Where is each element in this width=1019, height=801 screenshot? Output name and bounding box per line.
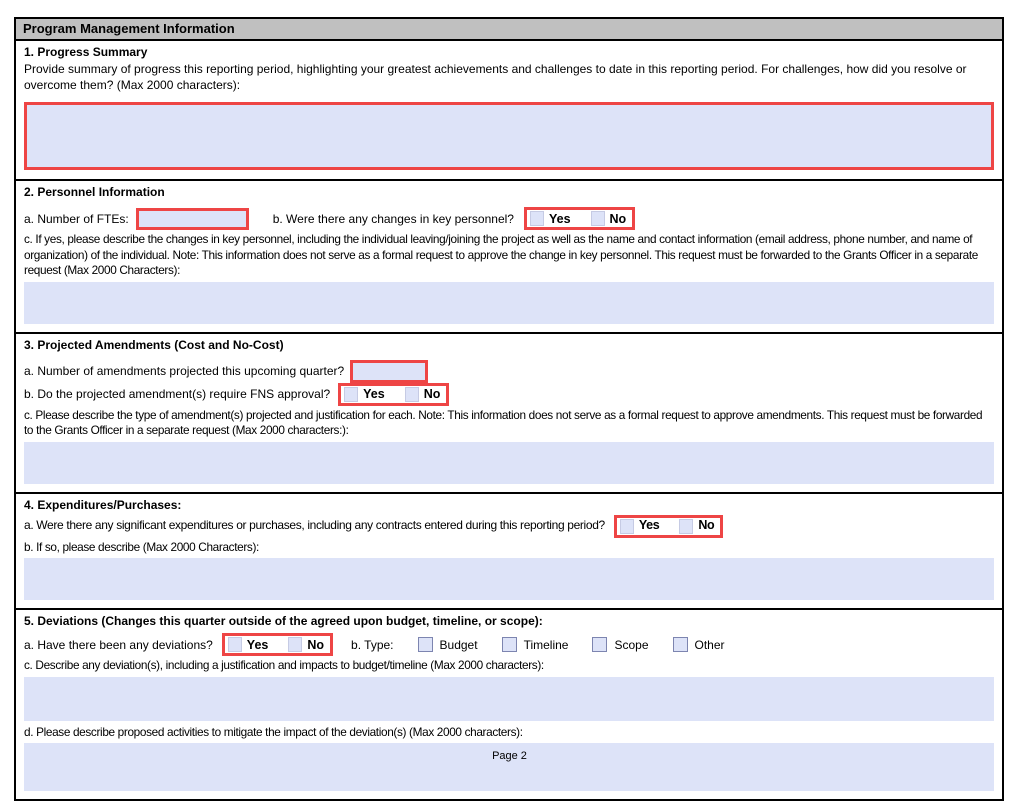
personnel-change-yes-checkbox[interactable]: [530, 211, 544, 226]
type-other-label: Other: [694, 637, 725, 652]
form-title: Program Management Information: [23, 21, 235, 36]
progress-summary-description: Provide summary of progress this reporting period, highlighting your greatest achievements and challenges to date in this reporting period. For challenges, how did you resolve or overcome them? (Max 2000 characters):: [24, 62, 967, 92]
amendments-row-a: [24, 360, 994, 383]
deviations-title: 5. Deviations (Changes this quarter outside of the agreed upon budget, timeline, or scope):: [24, 614, 543, 628]
yes-label: Yes: [246, 637, 269, 652]
expenditures-title: 4. Expenditures/Purchases:: [24, 497, 182, 512]
fns-approval-label: b. Do the projected amendment(s) require FNS approval?: [24, 387, 331, 401]
amendments-section: [16, 334, 1002, 494]
type-timeline-label: Timeline: [523, 637, 569, 652]
fns-approval-no-checkbox[interactable]: [405, 387, 419, 402]
progress-summary-title: 1. Progress Summary: [24, 45, 148, 59]
no-label: No: [307, 637, 325, 652]
type-budget-checkbox[interactable]: [418, 637, 433, 652]
deviations-describe-label: c. Describe any deviation(s), including a justification and impacts to budget/timeline (Max 2000 characters):: [24, 658, 544, 672]
fns-approval-yesno-group: [338, 383, 449, 406]
type-option-budget: [418, 637, 478, 652]
expenditures-row-a: [24, 515, 994, 538]
deviations-section: [16, 610, 1002, 799]
progress-summary-textarea[interactable]: [24, 102, 994, 170]
amendments-describe-textarea[interactable]: [24, 442, 994, 484]
fte-input[interactable]: [136, 208, 249, 230]
expenditures-question-label: a. Were there any significant expenditures or purchases, including any contracts entered during this reporting period?: [24, 518, 605, 533]
deviation-type-label: b. Type:: [351, 637, 394, 652]
personnel-row-a: [24, 207, 994, 230]
deviations-no-checkbox[interactable]: [288, 637, 302, 652]
yes-label: Yes: [638, 518, 660, 533]
personnel-describe-textarea[interactable]: [24, 282, 994, 324]
amendments-count-label: a. Number of amendments projected this upcoming quarter?: [24, 364, 345, 378]
type-budget-label: Budget: [439, 637, 478, 652]
amendments-describe-label: c. Please describe the type of amendment(s) projected and justification for each. Note: This information does not serve as a formal request to approve amendments. This request must be forwarded to the Grants Officer in a separate request (Max 2000 characters:):: [24, 407, 983, 437]
progress-summary-section: [16, 41, 1002, 181]
expenditures-describe-textarea[interactable]: [24, 558, 994, 600]
fte-label: a. Number of FTEs:: [24, 211, 129, 226]
type-scope-label: Scope: [614, 637, 649, 652]
expenditures-yes-checkbox[interactable]: [620, 519, 634, 534]
amendments-count-input[interactable]: [350, 360, 428, 383]
deviations-mitigation-label: d. Please describe proposed activities to mitigate the impact of the deviation(s) (Max 2000 characters):: [24, 724, 523, 739]
no-label: No: [698, 518, 715, 533]
personnel-change-label: b. Were there any changes in key personnel?: [272, 211, 514, 226]
deviations-yes-checkbox[interactable]: [228, 637, 242, 652]
page-number: Page 2: [492, 750, 527, 762]
type-option-scope: [592, 637, 648, 652]
type-other-checkbox[interactable]: [673, 637, 688, 652]
personnel-title: 2. Personnel Information: [24, 185, 165, 199]
type-timeline-checkbox[interactable]: [502, 637, 517, 652]
amendments-row-b: [24, 383, 994, 406]
personnel-section: [16, 181, 1002, 334]
amendments-title: 3. Projected Amendments (Cost and No-Cost): [24, 337, 284, 352]
deviations-question-label: a. Have there been any deviations?: [24, 637, 213, 652]
fns-approval-yes-checkbox[interactable]: [344, 387, 358, 402]
personnel-change-yesno-group: [524, 207, 635, 230]
expenditures-section: [16, 494, 1002, 611]
expenditures-describe-label: b. If so, please describe (Max 2000 Characters):: [24, 539, 259, 554]
deviations-describe-textarea[interactable]: [24, 677, 994, 721]
expenditures-yesno-group: [614, 515, 723, 538]
personnel-change-no-checkbox[interactable]: [591, 211, 605, 226]
personnel-describe-label: c. If yes, please describe the changes in key personnel, including the individual leaving/joining the project as well as the name and contact information (email address, phone number, and name of organization) of the individual. Note: This information does not serve as a formal request to approve the change in key personnel. This request must be forwarded to the Grants Officer in a separate request (Max 2000 Characters):: [24, 232, 979, 277]
expenditures-no-checkbox[interactable]: [679, 519, 693, 534]
type-scope-checkbox[interactable]: [592, 637, 607, 652]
program-management-form: [14, 17, 1004, 801]
type-option-other: [673, 637, 725, 652]
no-label: No: [423, 387, 441, 401]
form-title-bar: [16, 19, 1002, 41]
type-option-timeline: [502, 637, 569, 652]
deviations-yesno-group: [222, 633, 333, 656]
yes-label: Yes: [548, 211, 571, 226]
deviations-row-a: [24, 633, 994, 656]
yes-label: Yes: [363, 387, 385, 401]
no-label: No: [609, 211, 627, 226]
